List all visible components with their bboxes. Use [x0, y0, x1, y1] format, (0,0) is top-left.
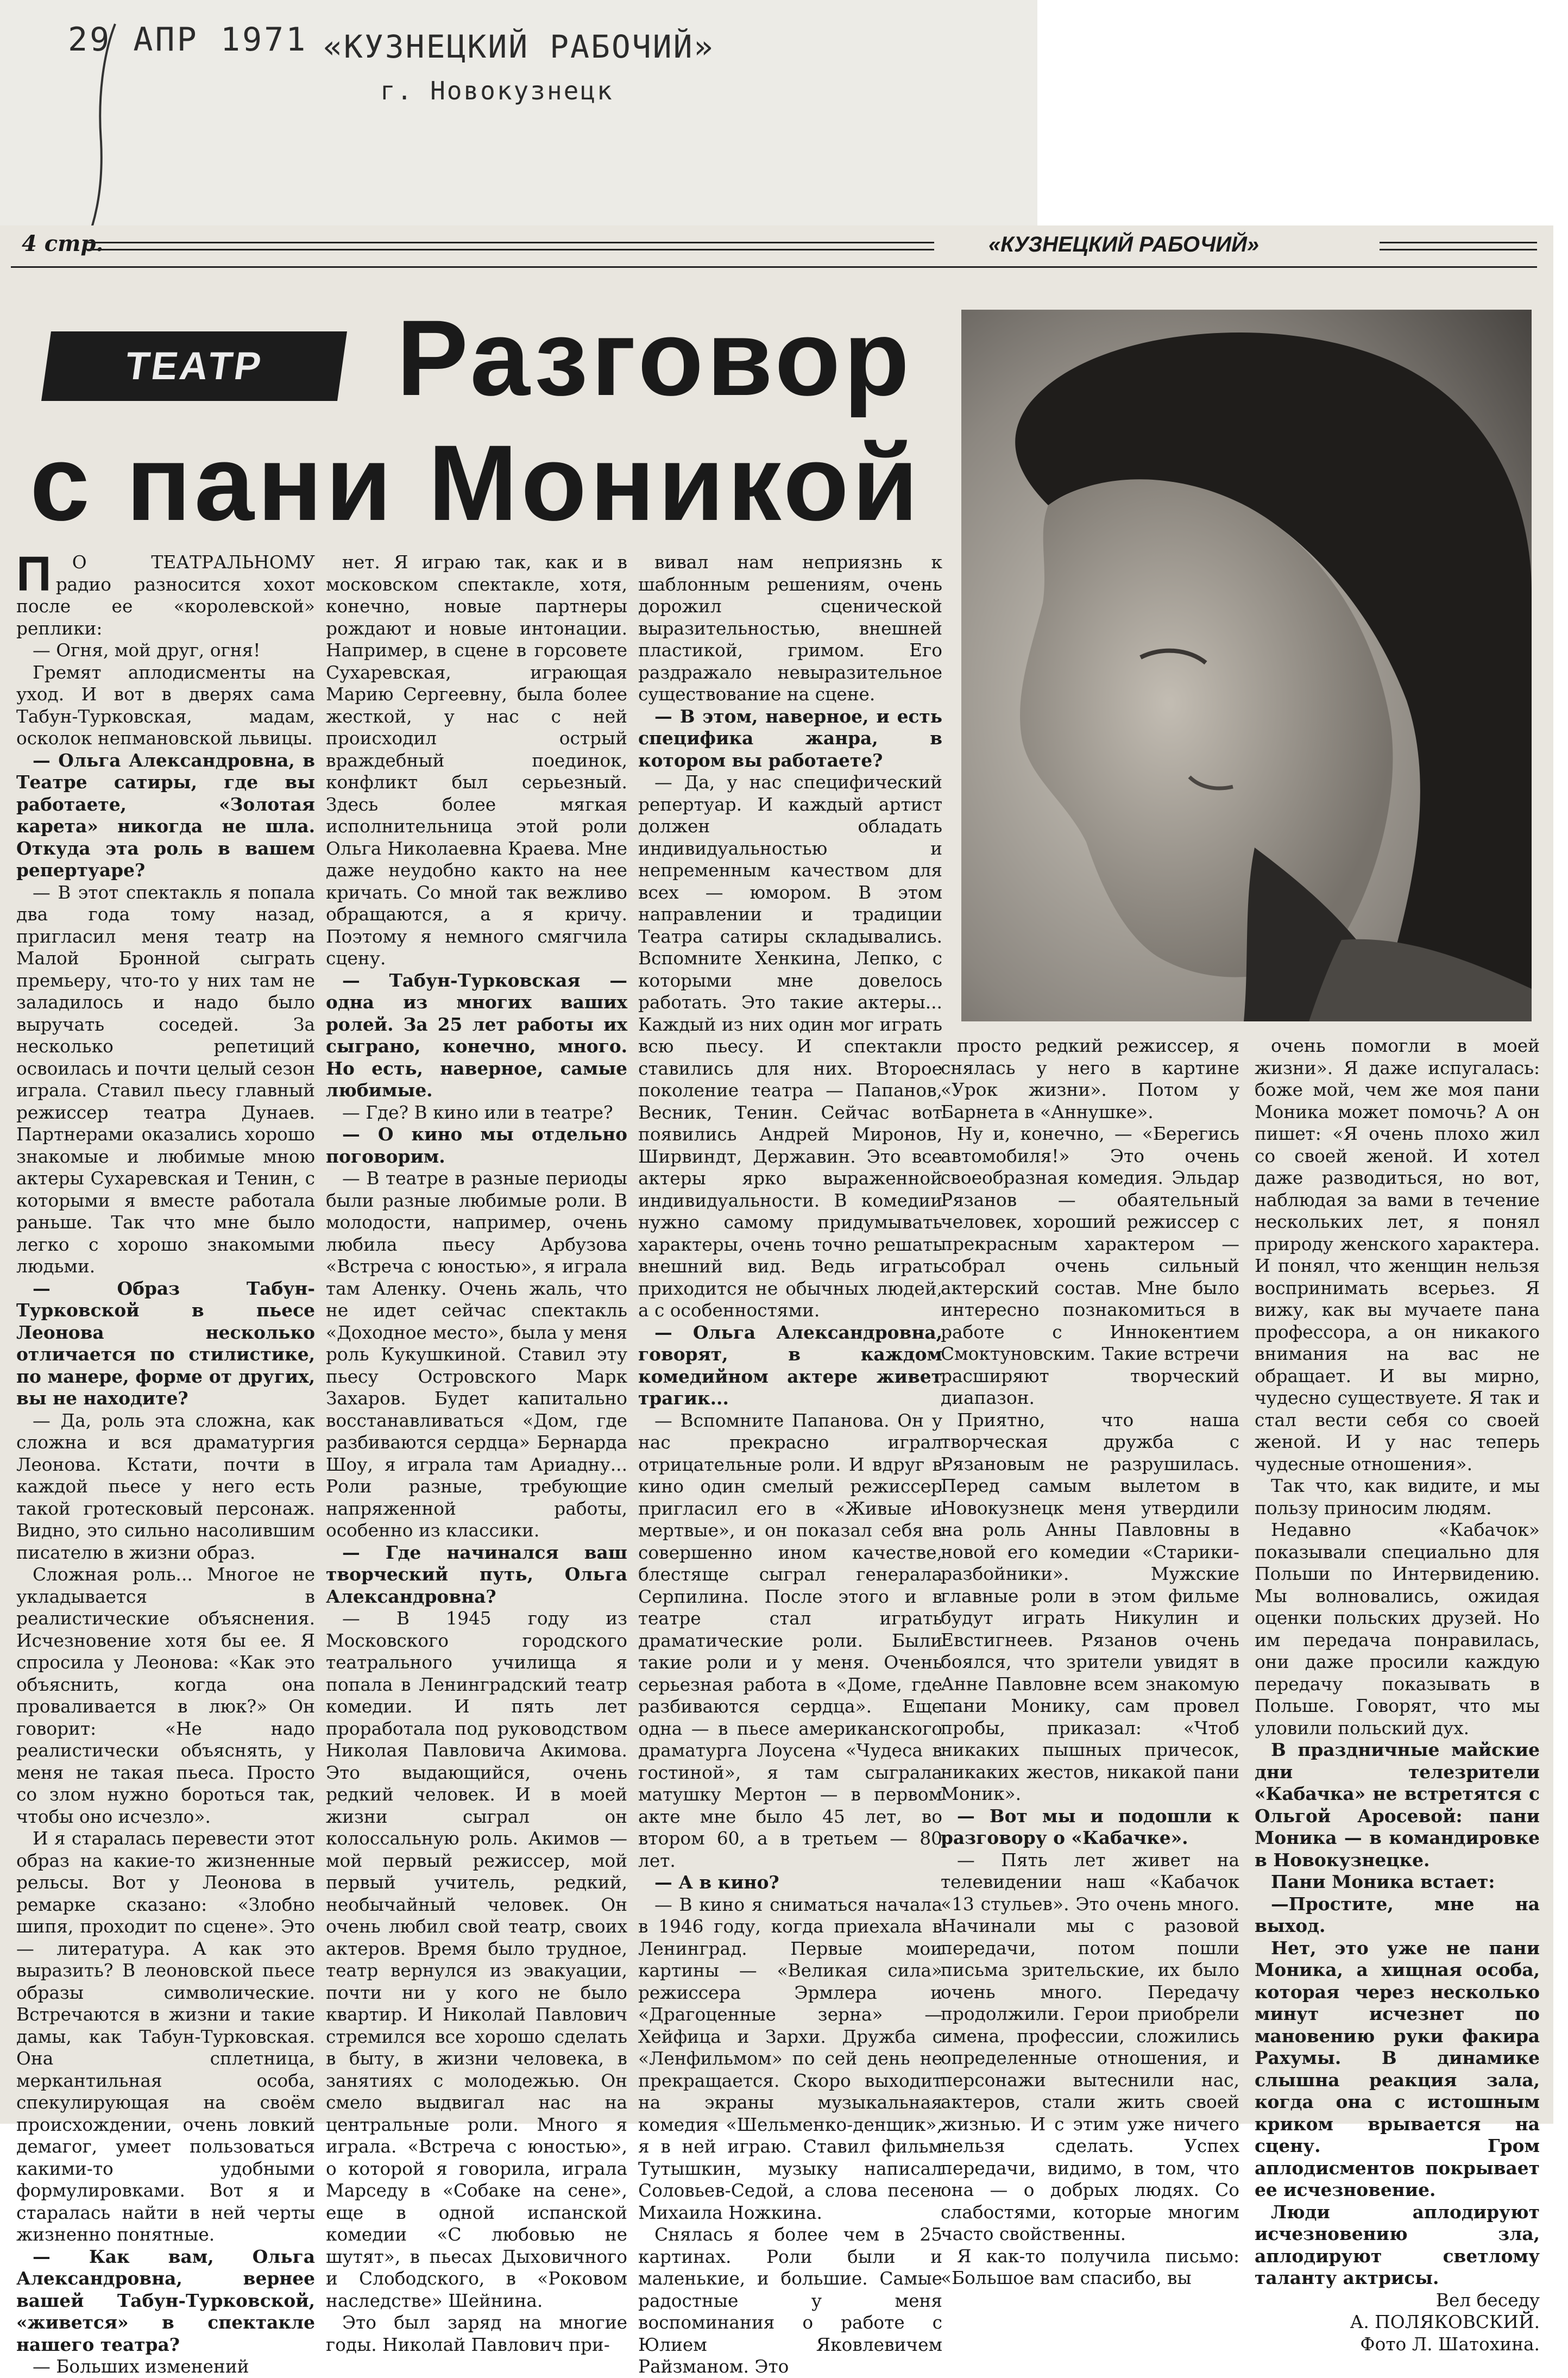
paragraph: Я как-то получила письмо: «Большое вам спасибо, вы	[941, 2245, 1239, 2288]
paragraph: — Образ Табун-Турковской в пьесе Леонова несколько отличается по стилистике, по манере, форме от других, вы не находите?	[16, 1277, 315, 1409]
signature-block	[1255, 2289, 1540, 2356]
paragraph: Приятно, что наша творческая дружба с Рязановым не разрушилась. Перед самым вылетом в Новокузнецк меня утвердили на роль Анны Павловны в новой его комедии «Старики-разбойники». Мужские главные роли в этом фильме будут играть Никулин и Евстигнеев. Рязанов очень боялся, что зрители увидят в Анне Павловне всем знакомую пани Монику, сам провел пробы, приказал: «Чтоб никаких пышных причесок, никаких жестов, никакой пани Моник».	[941, 1409, 1239, 1804]
header-rule	[87, 242, 934, 250]
paragraph: Люди аплодируют исчезновению зла, аплодируют светлому таланту актрисы.	[1255, 2201, 1540, 2288]
paragraph: — В этом, наверное, и есть специфика жанра, в котором вы работаете?	[638, 705, 942, 771]
paragraph: очень помогли в моей жизни». Я даже испугалась: боже мой, чем же моя пани Моника может помочь? А он пишет: «Я очень плохо жил со своей женой. И хотел даже разводиться, но вот, наблюдая за вами в течение нескольких лет, я понял природу женского характера. И понял, что женщин нельзя воспринимать всерьез. Я вижу, как вы мучаете пана профессора, а он никакого внимания на вас не обращает. И вы мирно, чудесно существуете. Я так и стал вести себя со своей женой. И у нас теперь чудесные отношения».	[1255, 1036, 1540, 1475]
paper-name-stamp: «КУЗНЕЦКИЙ РАБОЧИЙ»	[323, 28, 715, 65]
paragraph: Гремят аплодисменты на уход. И вот в дверях сама Табун-Турковская, мадам, осколок непмановской львицы.	[16, 662, 315, 749]
article-title-line2: с пани Моникой	[30, 423, 922, 543]
paragraph: — Ольга Александровна, говорят, в каждом комедийном актере живет трагик...	[638, 1321, 942, 1409]
actress-photo	[961, 310, 1532, 1021]
page-number: 4 стр.	[22, 231, 104, 256]
paragraph: — Вспомните Папанова. Он у нас прекрасно играл отрицательные роли. И вдруг в кино один смелый режиссер пригласил его в «Живые и мертвые», и он показал себя в совершенно ином качестве, блестяще сыграл генерала Серпилина. После этого и в театре стал играть драматические роли. Были такие роли и у меня. Очень серьезная работа в «Доме, где разбиваются сердца». Еще одна — в пьесе американского драматурга Лоусена «Чудеса в гостиной», я там сыграла матушку Мертон — в первом акте мне было 45 лет, во втором 60, а в третьем — 80 лет.	[638, 1410, 942, 1871]
paragraph: — В 1945 году из Московского городского театрального училища я попала в Ленинградский театр комедии. И пять лет проработала под руководством Николая Павловича Акимова. Это выдающийся, очень редкий человек. И в моей жизни сыграл он колоссальную роль. Акимов — мой первый режиссер, мой первый учитель, редкий, необычайный человек. Он очень любил свой театр, своих актеров. Время было трудное, театр вернулся из эвакуации, почти ни у кого не было квартир. И Николай Павлович стремился все хорошо сделать в быту, в жизни человека, в занятиях с молодежью. Он смело выдвигал нас на центральные роли. Много я играла. «Встреча с юностью», о которой я говорила, играла Марседу в «Собаке на сене», еще в одной испанской комедии «С любовью не шутят», в пьесах Дыховичного и Слободского, в «Роковом наследстве» Шейнина.	[326, 1608, 627, 2311]
paragraph: В праздничные майские дни телезрители «Кабачка» не встретятся с Ольгой Аросевой: пани Моника — в командировке в Новокузнецке.	[1255, 1739, 1540, 1871]
paragraph: просто редкий режиссер, я снялась у него в картине «Урок жизни». Потом у Барнета в «Аннушке».	[941, 1036, 1239, 1122]
article-column-4	[941, 1035, 1239, 2288]
article-title: Разговор	[396, 298, 913, 418]
signature-author: А. ПОЛЯКОВСКИЙ.	[1350, 2312, 1540, 2332]
paragraph: — Да, роль эта сложна, как сложна и вся драматургия Леонова. Кстати, почти в каждой пьесе у него есть такой гротесковый персонаж. Видно, это сильно насолившим писателю в жизни образ.	[16, 1410, 315, 1563]
paragraph: — Ольга Александровна, в Театре сатиры, где вы работаете, «Золотая карета» никогда не шла. Откуда эта роль в вашем репертуаре?	[16, 749, 315, 881]
header-rule	[1380, 242, 1537, 250]
section-rubric	[41, 331, 347, 401]
divider	[11, 266, 1537, 268]
paragraph: Так что, как видите, и мы пользу приносим людям.	[1255, 1476, 1540, 1519]
article-column-5	[1255, 1035, 1540, 2355]
rubric-label: ТЕАТР	[122, 344, 266, 388]
paragraph: Ну и, конечно, — «Берегись автомобиля!» Это очень своеобразная комедия. Эльдар Рязанов — обаятельный человек, хороший режиссер с прекрасным характером — собрал очень сильный актерский состав. Мне было интересно познакомиться в работе с Иннокентием Смоктуновским. Такие встречи расширяют творческий диапазон.	[941, 1124, 1239, 1408]
paragraph: —Простите, мне на выход.	[1255, 1893, 1540, 1936]
paragraph: — Пять лет живет на телевидении наш «Кабачок «13 стульев». Это очень много. Начинали мы с разовой передачи, потом пошли письма зрительские, их было очень много. Передачу продолжили. Герои приобрели имена, профессии, сложились определенные отношения, и персонажи вытеснили нас, актеров, стали жить своей жизнью. И с этим уже ничего нельзя сделать. Успех передачи, видимо, в том, что она — о добрых людях. Со слабостями, которые многим часто свойственны.	[941, 1849, 1239, 2244]
paragraph: Нет, это уже не пани Моника, а хищная особа, которая через несколько минут исчезнет по мановению руки факира Рахумы. В динамике слышна реакция зала, когда она с истошным криком врывается на сцену. Гром аплодисментов покрывает ее исчезновение.	[1255, 1937, 1540, 2200]
paragraph: Это был заряд на многие годы. Николай Павлович при-	[326, 2312, 627, 2355]
city-stamp: г. Новокузнецк	[380, 76, 614, 105]
paragraph: — А в кино?	[654, 1872, 779, 1893]
signature-byline: Вел беседу	[1435, 2289, 1540, 2311]
paragraph: нет. Я играю так, как и в московском спектакле, хотя, конечно, новые партнеры рождают и новые интонации. Например, в сцене в горсовете Сухаревская, играющая Марию Сергеевну, была более жесткой, у нас с ней происходил острый враждебный поединок, конфликт был серьезный. Здесь более мягкая исполнительница этой роли Ольга Николаевна Краева. Мне даже неудобно както на нее кричать. Со мной так вежливо обращаются, а я кричу. Поэтому я немного смягчила сцену.	[326, 552, 627, 969]
paragraph: — Табун-Турковская — одна из многих ваших ролей. За 25 лет работы их сыграно, конечно, много. Но есть, наверное, самые любимые.	[326, 969, 627, 1101]
paragraph: — Огня, мой друг, огня!	[33, 640, 261, 661]
drop-cap: П	[16, 547, 52, 601]
paragraph: — Где? В кино или в театре?	[342, 1102, 613, 1123]
paragraph: Пани Моника встает:	[1271, 1871, 1495, 1892]
paragraph: — В кино я сниматься начала в 1946 году, когда приехала в Ленинград. Первые мои картины — «Великая сила» режиссера Эрмлера и «Драгоценные зерна» — Хейфица и Зархи. Дружба с «Ленфильмом» по сей день не прекращается. Скоро выходит на экраны музыкальная комедия «Шельменко-денщик», я в ней играю. Ставил фильм Тутышкин, музыку написал Соловьев-Седой, а слова песен Михаила Ножкина.	[638, 1894, 942, 2223]
paragraph: Сложная роль... Многое не укладывается в реалистические объяснения. Исчезновение хотя бы ее. Я спросила у Леонова: «Как это объяснить, когда она проваливается в люк?» Он говорит: «Не надо реалистически объяснять, у меня не такая пьеса. Просто со злом нужно бороться так, чтобы оно исчезло».	[16, 1564, 315, 1827]
paragraph: Снялась я более чем в 25 картинах. Роли были и маленькие, и большие. Самые радостные у меня воспоминания о работе с Юлием Яковлевичем Райзманом. Это	[638, 2224, 942, 2377]
date-stamp: 29 АПР 1971	[68, 21, 308, 59]
paragraph: О ТЕАТРАЛЬНОМУ радио разносится хохот после ее «королевской» реплики:	[16, 552, 315, 639]
paragraph: — О кино мы отдельно поговорим.	[326, 1124, 627, 1167]
paragraph: — В этот спектакль я попала два года тому назад, пригласил меня театр на Малой Бронной сыграть премьеру, что-то у них там не заладилось и надо было выручать соседей. За несколько репетиций освоилась и почти целый сезон играла. Ставил пьесу главный режиссер театра Дунаев. Партнерами оказались хорошо знакомые и любимые мною актеры Сухаревская и Тенин, с которыми я вместе работала раньше. Так что мне было легко с хорошо знакомыми людьми.	[16, 882, 315, 1277]
paragraph: — Как вам, Ольга Александровна, вернее вашей Табун-Турковской, «живется» в спектакле нашего театра?	[16, 2245, 315, 2355]
paragraph: — Вот мы и подошли к разговору о «Кабачке».	[941, 1805, 1239, 1848]
signature-photo-credit: Фото Л. Шатохина.	[1360, 2333, 1540, 2355]
paragraph: — Где начинался ваш творческий путь, Ольга Александровна?	[326, 1541, 627, 1607]
paragraph: — Больших изменений	[33, 2356, 249, 2377]
masthead: «КУЗНЕЦКИЙ РАБОЧИЙ»	[988, 233, 1260, 256]
article-column-2	[326, 551, 627, 2355]
paragraph: — Да, у нас специфический репертуар. И каждый артист должен обладать индивидуальностью и непременным качеством для всех — юмором. В этом направлении и традиции Театра сатиры складывались. Вспомните Хенкина, Лепко, с которыми мне довелось работать. Это такие актеры... Каждый из них один мог играть всю пьесу. И спектакли ставились для них. Второе поколение театра — Папанов, Весник, Тенин. Сейчас вот появились Андрей Миронов, Ширвиндт, Державин. Это все актеры ярко выраженной индивидуальности. В комедии нужно самому придумывать характеры, очень точно решать внешний вид. Ведь играть приходится не обычных людей, а с особенностями.	[638, 772, 942, 1321]
paragraph: И я старалась перевести этот образ на какие-то жизненные рельсы. Вот у Леонова в ремарке сказано: «Злобно шипя, проходит по сцене». Это — литература. А как это выразить? В леоновской пьесе образы символические. Встречаются в жизни и такие дамы, как Табун-Турковская. Она сплетница, меркантильная особа, спекулирующая на своём происхождении, очень ловкий демагог, умеет пользоваться какими-то удобными формулировками. Вот я и старалась найти в ней черты жизненно понятные.	[16, 1828, 315, 2245]
paragraph: Недавно «Кабачок» показывали специально для Польши по Интервидению. Мы волновались, ожидая оценки польских друзей. Но им передача понравилась, они даже просили каждую передачу показывать в Польше. Говорят, что мы уловили польский дух.	[1255, 1520, 1540, 1739]
article-column-1	[16, 547, 315, 2377]
paragraph: — В театре в разные периоды были разные любимые роли. В молодости, например, очень любила пьесу Арбузова «Встреча с юностью», я играла там Аленку. Очень жаль, что не идет сейчас спектакль «Доходное место», была у меня роль Кукушкиной. Ставил эту пьесу Островского Марк Захаров. Будет капитально восстанавливаться «Дом, где разбиваются сердца» Бернарда Шоу, я играла там Ариадну... Роли разные, требующие напряженной работы, особенно из классики.	[326, 1168, 627, 1541]
paragraph: вивал нам неприязнь к шаблонным решениям, очень дорожил сценической выразительностью, внешней пластикой, гримом. Его раздражало невыразительное существование на сцене.	[638, 552, 942, 705]
article-column-3	[638, 551, 942, 2377]
